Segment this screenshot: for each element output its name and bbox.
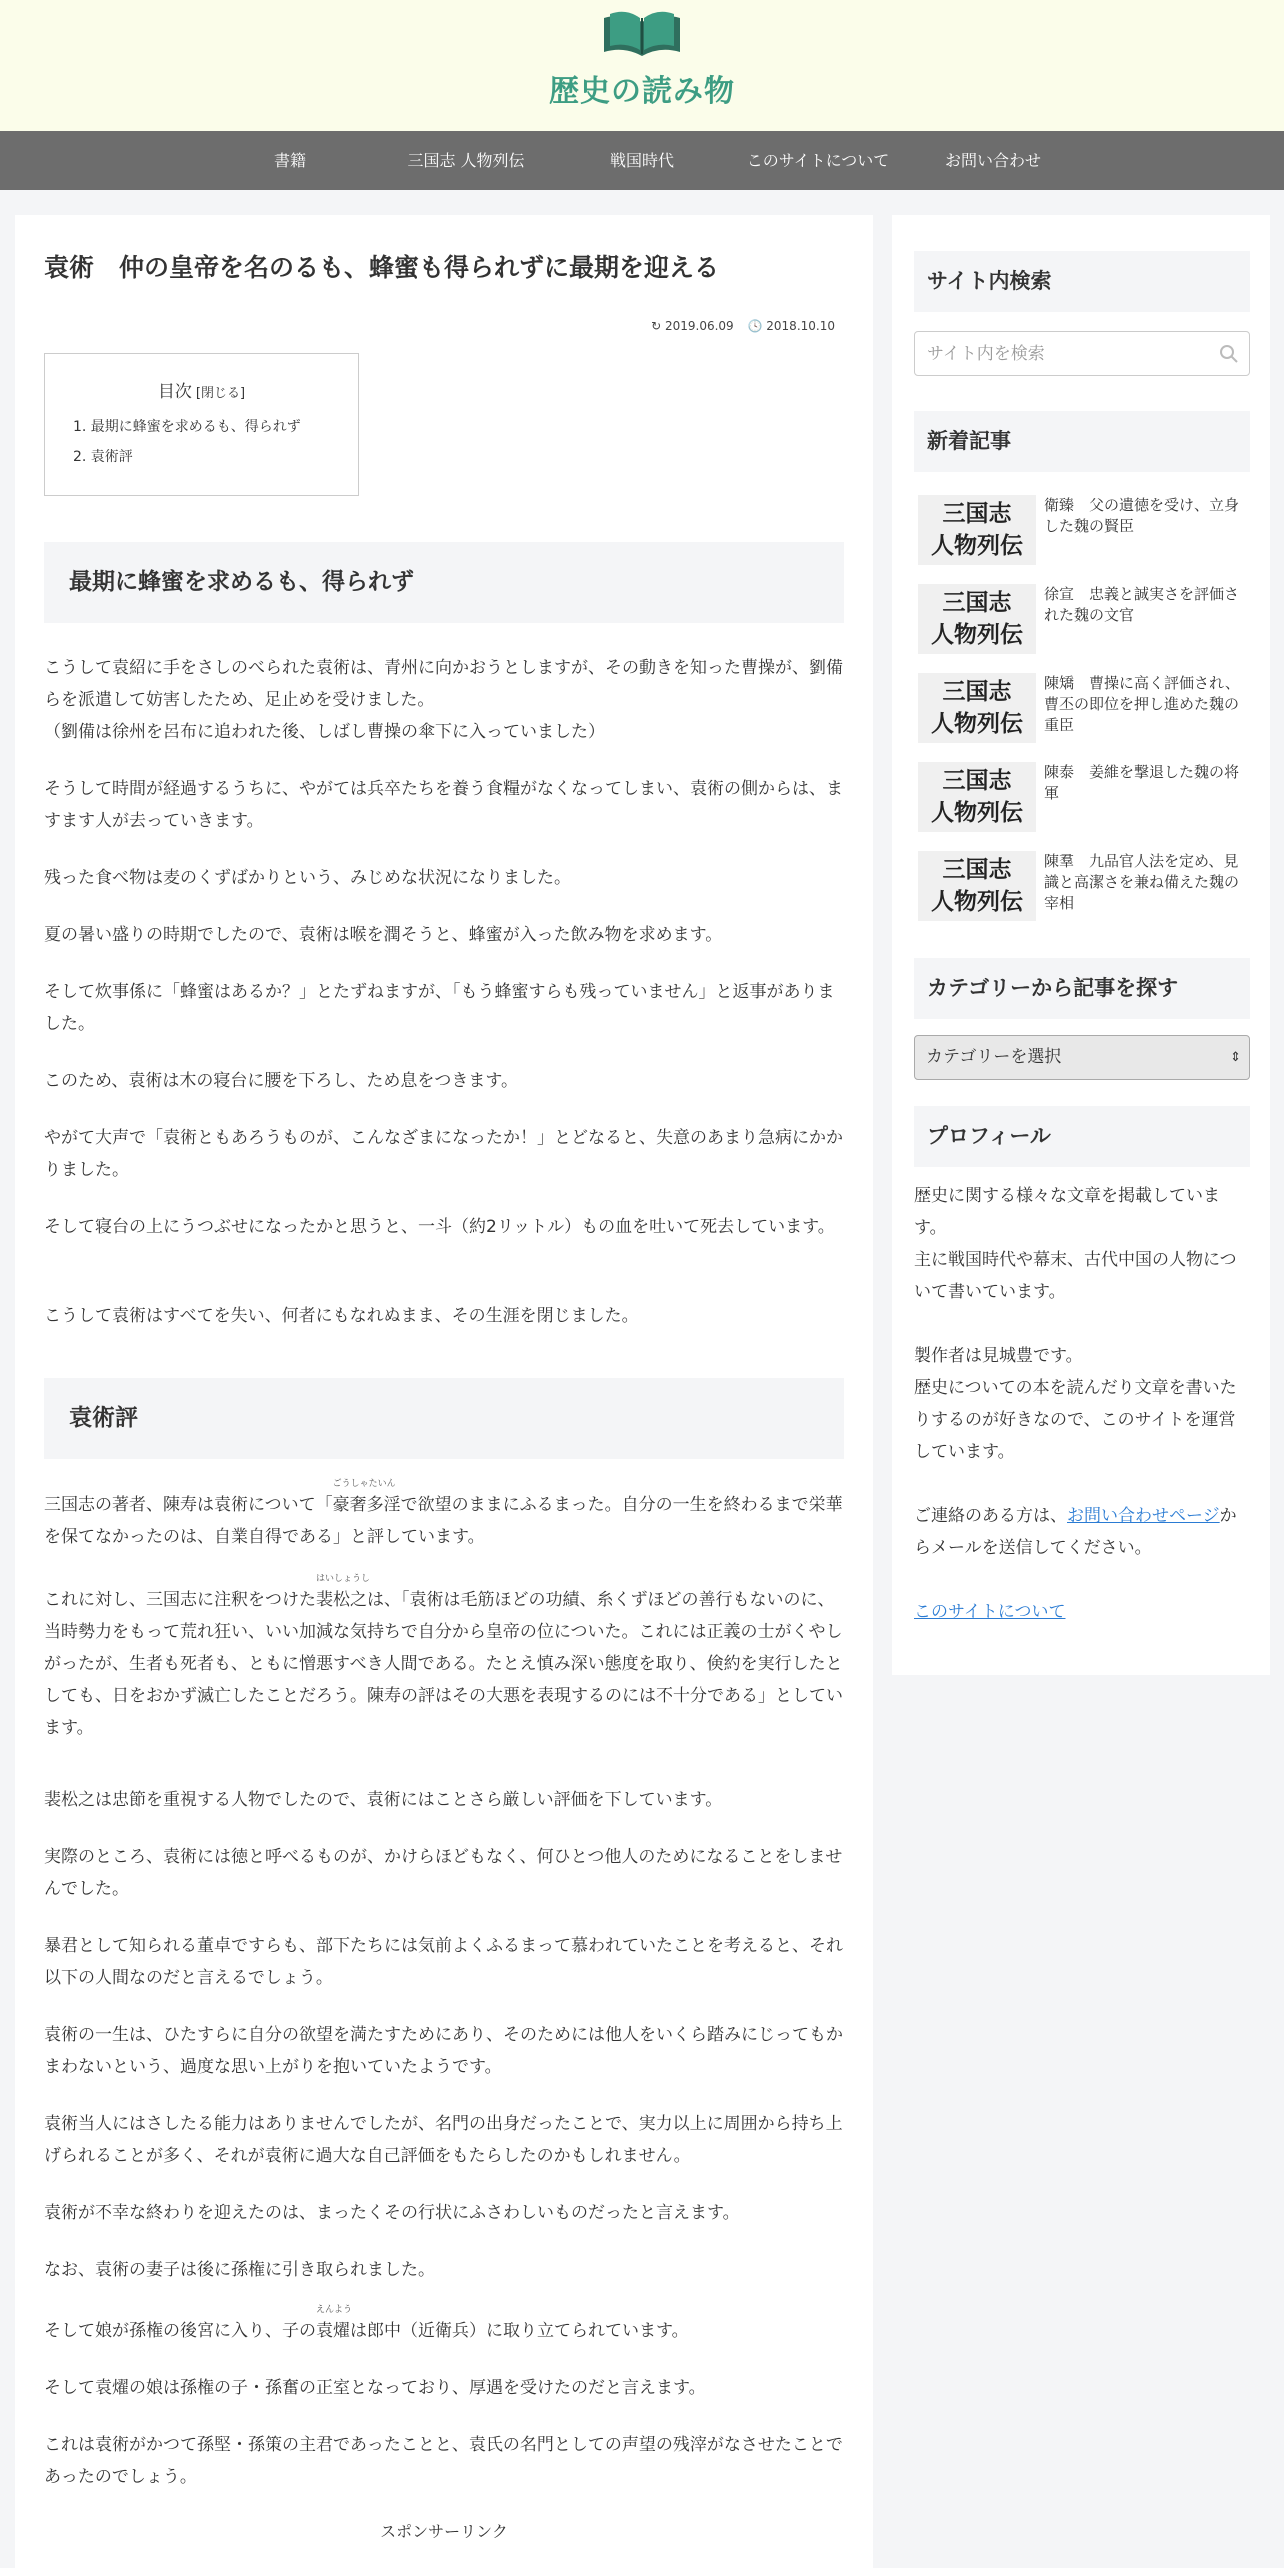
nav-item-books[interactable]: 書籍 bbox=[273, 151, 307, 170]
post-thumbnail bbox=[918, 851, 1036, 921]
profile-text bbox=[914, 1180, 1250, 1628]
paragraph-text: これに対し、三国志に注釈をつけた bbox=[44, 1590, 316, 1610]
site-header bbox=[0, 0, 1284, 131]
paragraph: 残った食べ物は麦のくずばかりという、みじめな状況になりました。 bbox=[44, 868, 571, 888]
profile-contact-text: からメールを送信してください。 bbox=[914, 1506, 1237, 1558]
site-logo-text: 歴史の読み物 bbox=[549, 74, 735, 109]
article-dates bbox=[641, 319, 835, 333]
new-post-item[interactable] bbox=[914, 851, 1250, 921]
post-thumbnail bbox=[918, 762, 1036, 832]
paragraph-text: は、「袁術は毛筋ほどの功績、糸くずほどの善行もないのに、当時勢力をもって荒れ狂い、いい加減な気持ちで自分から皇帝の位についた。これには正義の士がくやしがったが、生者も死者も、ともに憎悪すべき人間である。たとえ慎み深い態度を取り、倹約を実行したとしても、日をおかず滅亡したことだろう。陳寿の評はその大悪を表現するのには不十分である」としています。 bbox=[44, 1590, 843, 1738]
updated-date: ↻ 2019.06.09 bbox=[651, 319, 734, 333]
search-form bbox=[914, 331, 1250, 376]
paragraph bbox=[44, 2305, 849, 2347]
table-of-contents bbox=[44, 353, 359, 496]
about-site-link[interactable]: このサイトについて bbox=[914, 1602, 1066, 1622]
ruby-reading: えんよう bbox=[316, 2305, 353, 2315]
thumb-line: 三国志 bbox=[942, 857, 1012, 883]
profile-contact-text: ご連絡のある方は、 bbox=[914, 1506, 1067, 1526]
section-heading: 最期に蜂蜜を求めるも、得られず bbox=[44, 542, 844, 623]
paragraph-text: は郎中（近衛兵）に取り立てられています。 bbox=[350, 2321, 689, 2341]
book-icon bbox=[600, 6, 684, 62]
ruby-base: 袁燿 bbox=[316, 2321, 350, 2341]
new-post-title[interactable]: 衛臻 父の遺徳を受け、立身した魏の賢臣 bbox=[1044, 496, 1240, 535]
toc-item[interactable]: 2. 袁術評 bbox=[73, 449, 133, 465]
paragraph: 暴君として知られる董卓ですらも、部下たちには気前よくふるまって慕われていたことを考えると、それ以下の人間なのだと言えるでしょう。 bbox=[44, 1936, 843, 1988]
paragraph: これは袁術がかつて孫堅・孫策の主君であったことと、袁氏の名門としての声望の残滓がなさせたことであったのでしょう。 bbox=[44, 2435, 843, 2487]
post-thumbnail bbox=[918, 673, 1036, 743]
sidebar bbox=[892, 215, 1270, 1675]
search-input[interactable] bbox=[915, 332, 1195, 375]
paragraph: 裴松之は忠節を重視する人物でしたので、袁術にはことさら厳しい評価を下しています。 bbox=[44, 1790, 723, 1810]
paragraph: なお、袁術の妻子は後に孫権に引き取られました。 bbox=[44, 2260, 435, 2280]
new-post-item[interactable] bbox=[914, 762, 1250, 832]
paragraph: このため、袁術は木の寝台に腰を下ろし、ため息をつきます。 bbox=[44, 1071, 518, 1091]
paragraph-text: 三国志の著者、陳寿は袁術について「 bbox=[44, 1495, 333, 1515]
thumb-line: 三国志 bbox=[942, 768, 1012, 794]
paragraph bbox=[44, 1574, 849, 1744]
paragraph: 実際のところ、袁術には徳と呼べるものが、かけらほどもなく、何ひとつ他人のためになることをしませんでした。 bbox=[44, 1847, 843, 1899]
contact-page-link[interactable]: お問い合わせページ bbox=[1067, 1506, 1220, 1526]
thumb-line: 三国志 bbox=[942, 679, 1012, 705]
thumb-line: 人物列伝 bbox=[931, 889, 1023, 915]
thumb-line: 三国志 bbox=[942, 501, 1012, 527]
profile-line: 歴史についての本を読んだり文章を書いたりするのが好きなので、このサイトを運営しています。 bbox=[914, 1378, 1237, 1462]
new-post-item[interactable] bbox=[914, 495, 1250, 565]
ruby-reading: ごうしゃたいん bbox=[332, 1479, 396, 1489]
profile-contact bbox=[914, 1500, 1250, 1564]
paragraph bbox=[44, 1479, 849, 1553]
new-post-item[interactable] bbox=[914, 584, 1250, 654]
thumb-line: 人物列伝 bbox=[931, 533, 1023, 559]
ruby-word bbox=[332, 1479, 401, 1515]
thumb-line: 人物列伝 bbox=[931, 622, 1023, 648]
thumb-line: 人物列伝 bbox=[931, 711, 1023, 737]
published-date-text: 2018.10.10 bbox=[766, 319, 835, 333]
nav-item-contact[interactable]: お問い合わせ bbox=[944, 151, 1042, 170]
category-select[interactable] bbox=[914, 1035, 1250, 1080]
ruby-reading: はいしょうし bbox=[316, 1574, 371, 1584]
paragraph bbox=[44, 652, 849, 748]
paragraph: そして袁燿の娘は孫権の子・孫奮の正室となっており、厚遇を受けたのだと言えます。 bbox=[44, 2378, 706, 2398]
category-select-value: カテゴリーを選択 bbox=[926, 1047, 1062, 1067]
sponsor-label: スポンサーリンク bbox=[380, 2522, 508, 2541]
thumb-line: 人物列伝 bbox=[931, 800, 1023, 826]
toc-toggle-button[interactable]: [閉じる] bbox=[195, 386, 246, 401]
ruby-word bbox=[316, 1574, 371, 1610]
chevron-updown-icon: ⇕ bbox=[1230, 1050, 1241, 1065]
new-post-title[interactable]: 陳羣 九品官人法を定め、見識と高潔さを兼ね備えた魏の宰相 bbox=[1044, 852, 1240, 912]
paragraph: やがて大声で「袁術ともあろうものが、こんなざまになったか！」とどなると、失意のあまり急病にかかりました。 bbox=[44, 1128, 843, 1180]
new-post-title[interactable]: 陳矯 曹操に高く評価され、曹丕の即位を押し進めた魏の重臣 bbox=[1044, 674, 1240, 734]
new-post-title[interactable]: 陳泰 姜維を撃退した魏の将軍 bbox=[1044, 763, 1240, 802]
post-thumbnail bbox=[918, 495, 1036, 565]
toc-item[interactable]: 1. 最期に蜂蜜を求めるも、得られず bbox=[73, 419, 301, 435]
profile-line: 製作者は見城豊です。 bbox=[914, 1346, 1083, 1366]
nav-item-sangokushi[interactable]: 三国志 人物列伝 bbox=[407, 151, 525, 170]
thumb-line: 三国志 bbox=[942, 590, 1012, 616]
category-heading: カテゴリーから記事を探す bbox=[914, 958, 1250, 1019]
paragraph: 袁術が不幸な終わりを迎えたのは、まったくその行状にふさわしいものだったと言えます。 bbox=[44, 2203, 740, 2223]
section-heading: 袁術評 bbox=[44, 1378, 844, 1459]
paragraph-text: そして娘が孫権の後宮に入り、子の bbox=[44, 2321, 316, 2341]
ruby-base: 裴松之 bbox=[316, 1590, 367, 1610]
paragraph: こうして袁術はすべてを失い、何者にもなれぬまま、その生涯を閉じました。 bbox=[44, 1306, 639, 1326]
ruby-base: 豪奢多淫 bbox=[332, 1495, 401, 1515]
search-icon[interactable] bbox=[1219, 344, 1239, 364]
site-logo[interactable] bbox=[0, 6, 1284, 110]
paragraph: そうして時間が経過するうちに、やがては兵卒たちを養う食糧がなくなってしまい、袁術の側からは、ますます人が去っていきます。 bbox=[44, 779, 843, 831]
global-nav bbox=[0, 131, 1284, 190]
nav-item-sengoku[interactable]: 戦国時代 bbox=[609, 151, 675, 170]
paragraph: 夏の暑い盛りの時期でしたので、袁術は喉を潤そうと、蜂蜜が入った飲み物を求めます。 bbox=[44, 925, 723, 945]
nav-item-about[interactable]: このサイトについて bbox=[746, 151, 890, 170]
paragraph: 袁術の一生は、ひたすらに自分の欲望を満たすためにあり、そのためには他人をいくら踏みにじってもかまわないという、過度な思い上がりを抱いていたようです。 bbox=[44, 2025, 843, 2077]
paragraph-text: で欲望のままにふるまった。自分の一生を終わるまで栄華を保てなかったのは、自業自得である」と評しています。 bbox=[44, 1495, 843, 1547]
paragraph-text: （劉備は徐州を呂布に追われた後、しばし曹操の傘下に入っていました） bbox=[44, 722, 605, 742]
toc-title bbox=[45, 377, 358, 402]
paragraph: 袁術当人にはさしたる能力はありませんでしたが、名門の出身だったことで、実力以上に周囲から持ち上げられることが多く、それが袁術に過大な自己評価をもたらしたのかもしれません。 bbox=[44, 2114, 843, 2166]
ruby-word bbox=[316, 2305, 353, 2341]
post-thumbnail bbox=[918, 584, 1036, 654]
paragraph: そして炊事係に「蜂蜜はあるか？」とたずねますが、「もう蜂蜜すらも残っていません」と返事がありました。 bbox=[44, 982, 835, 1034]
profile-line: 主に戦国時代や幕末、古代中国の人物について書いています。 bbox=[914, 1250, 1237, 1302]
published-date: 🕓 2018.10.10 bbox=[747, 319, 835, 333]
paragraph: そして寝台の上にうつぶせになったかと思うと、一斗（約2リットル）もの血を吐いて死去しています。 bbox=[44, 1217, 835, 1237]
profile-line: 歴史に関する様々な文章を掲載しています。 bbox=[914, 1186, 1220, 1238]
new-post-item[interactable] bbox=[914, 673, 1250, 743]
new-posts-heading: 新着記事 bbox=[914, 411, 1250, 472]
profile-heading: プロフィール bbox=[914, 1106, 1250, 1167]
search-heading: サイト内検索 bbox=[914, 251, 1250, 312]
article-title: 袁術 仲の皇帝を名のるも、蜂蜜も得られずに最期を迎える bbox=[44, 253, 720, 282]
new-post-title[interactable]: 徐宣 忠義と誠実さを評価された魏の文官 bbox=[1044, 585, 1240, 624]
updated-date-text: 2019.06.09 bbox=[664, 319, 734, 333]
toc-title-text: 目次 bbox=[157, 382, 192, 402]
article-main bbox=[15, 215, 873, 2568]
paragraph-text: こうして袁紹に手をさしのべられた袁術は、青州に向かおうとしますが、その動きを知った曹操が、劉備らを派遣して妨害したため、足止めを受けました。 bbox=[44, 658, 843, 710]
